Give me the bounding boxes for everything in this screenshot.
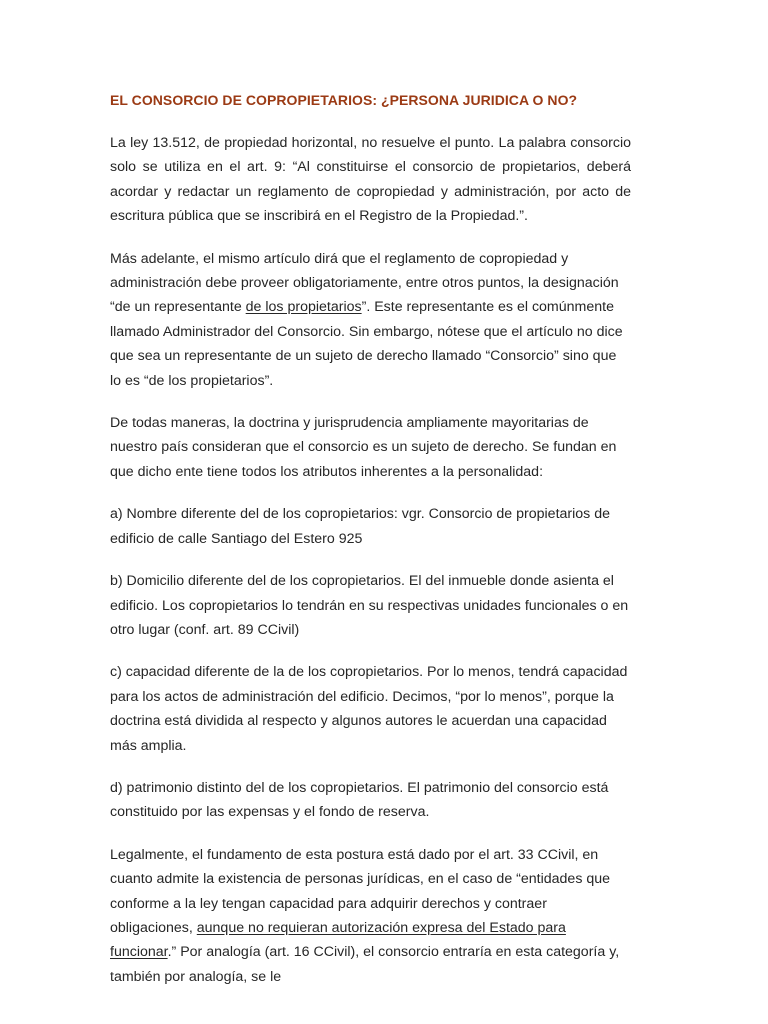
paragraph-text: .” Por analogía (art. 16 CCivil), el consorcio entraría en esta categoría y, también por analogía, se le <box>110 944 620 985</box>
list-item-nombre: a) Nombre diferente del de los copropietarios: vgr. Consorcio de propietarios de edificio de calle Santiago del Estero 925 <box>110 506 610 547</box>
underlined-text: aunque no requieran autorización expresa del Estado para funcionar <box>110 919 566 961</box>
paragraph-text: Más adelante, el mismo artículo dirá que el reglamento de copropiedad y administración debe proveer obligatoriamente, entre otros puntos, la designación “de un representante <box>110 250 619 316</box>
list-item-capacidad: c) capacidad diferente de la de los copropietarios. Por lo menos, tendrá capacidad para los actos de administración del edificio. Decimos, “por lo menos”, porque la doctrina está dividida al respecto y algunos autores le acuerdan una capacidad más amplia. <box>110 664 628 754</box>
paragraph-ley-13512: La ley 13.512, de propiedad horizontal, no resuelve el punto. La palabra consorcio solo se utiliza en el art. 9: “Al constituirse el consorcio de propietarios, deberá acordar y redactar un reglamento de copropiedad y administración, por acto de escritura pública que se inscribirá en el Registro de la Propiedad.”. <box>110 135 631 225</box>
list-item-patrimonio: d) patrimonio distinto del de los copropietarios. El patrimonio del consorcio está constituido por las expensas y el fondo de reserva. <box>110 779 609 821</box>
paragraph-text: Legalmente, el fundamento de esta postura está dado por el art. 33 CCivil, en cuanto admite la existencia de personas jurídicas, en el caso de “entidades que conforme a la ley tengan capacidad para adquirir derechos y contraer obligaciones, <box>110 846 611 936</box>
document-title: EL CONSORCIO DE COPROPIETARIOS: ¿PERSONA JURIDICA O NO? <box>110 92 578 108</box>
document-page <box>110 90 631 1007</box>
paragraph-mas-adelante <box>110 247 631 393</box>
list-item-domicilio: b) Domicilio diferente del de los copropietarios. El del inmueble donde asienta el edificio. Los copropietarios lo tendrán en su respectivas unidades funcionales o en otro lugar (conf. art. 89 CCivil) <box>110 573 629 638</box>
underlined-text: de los propietarios <box>245 299 362 316</box>
paragraph-legalmente <box>110 843 631 989</box>
paragraph-doctrina: De todas maneras, la doctrina y jurisprudencia ampliamente mayoritarias de nuestro país consideran que el consorcio es un sujeto de derecho. Se fundan en que dicho ente tiene todos los atributos inherentes a la personalidad: <box>110 415 617 480</box>
paragraph-text: ”. Este representante es el comúnmente llamado Administrador del Consorcio. Sin embargo, nótese que el artículo no dice que sea un representante de un sujeto de derecho llamado “Consorcio” sino que lo es “de los propietarios”. <box>110 299 623 389</box>
